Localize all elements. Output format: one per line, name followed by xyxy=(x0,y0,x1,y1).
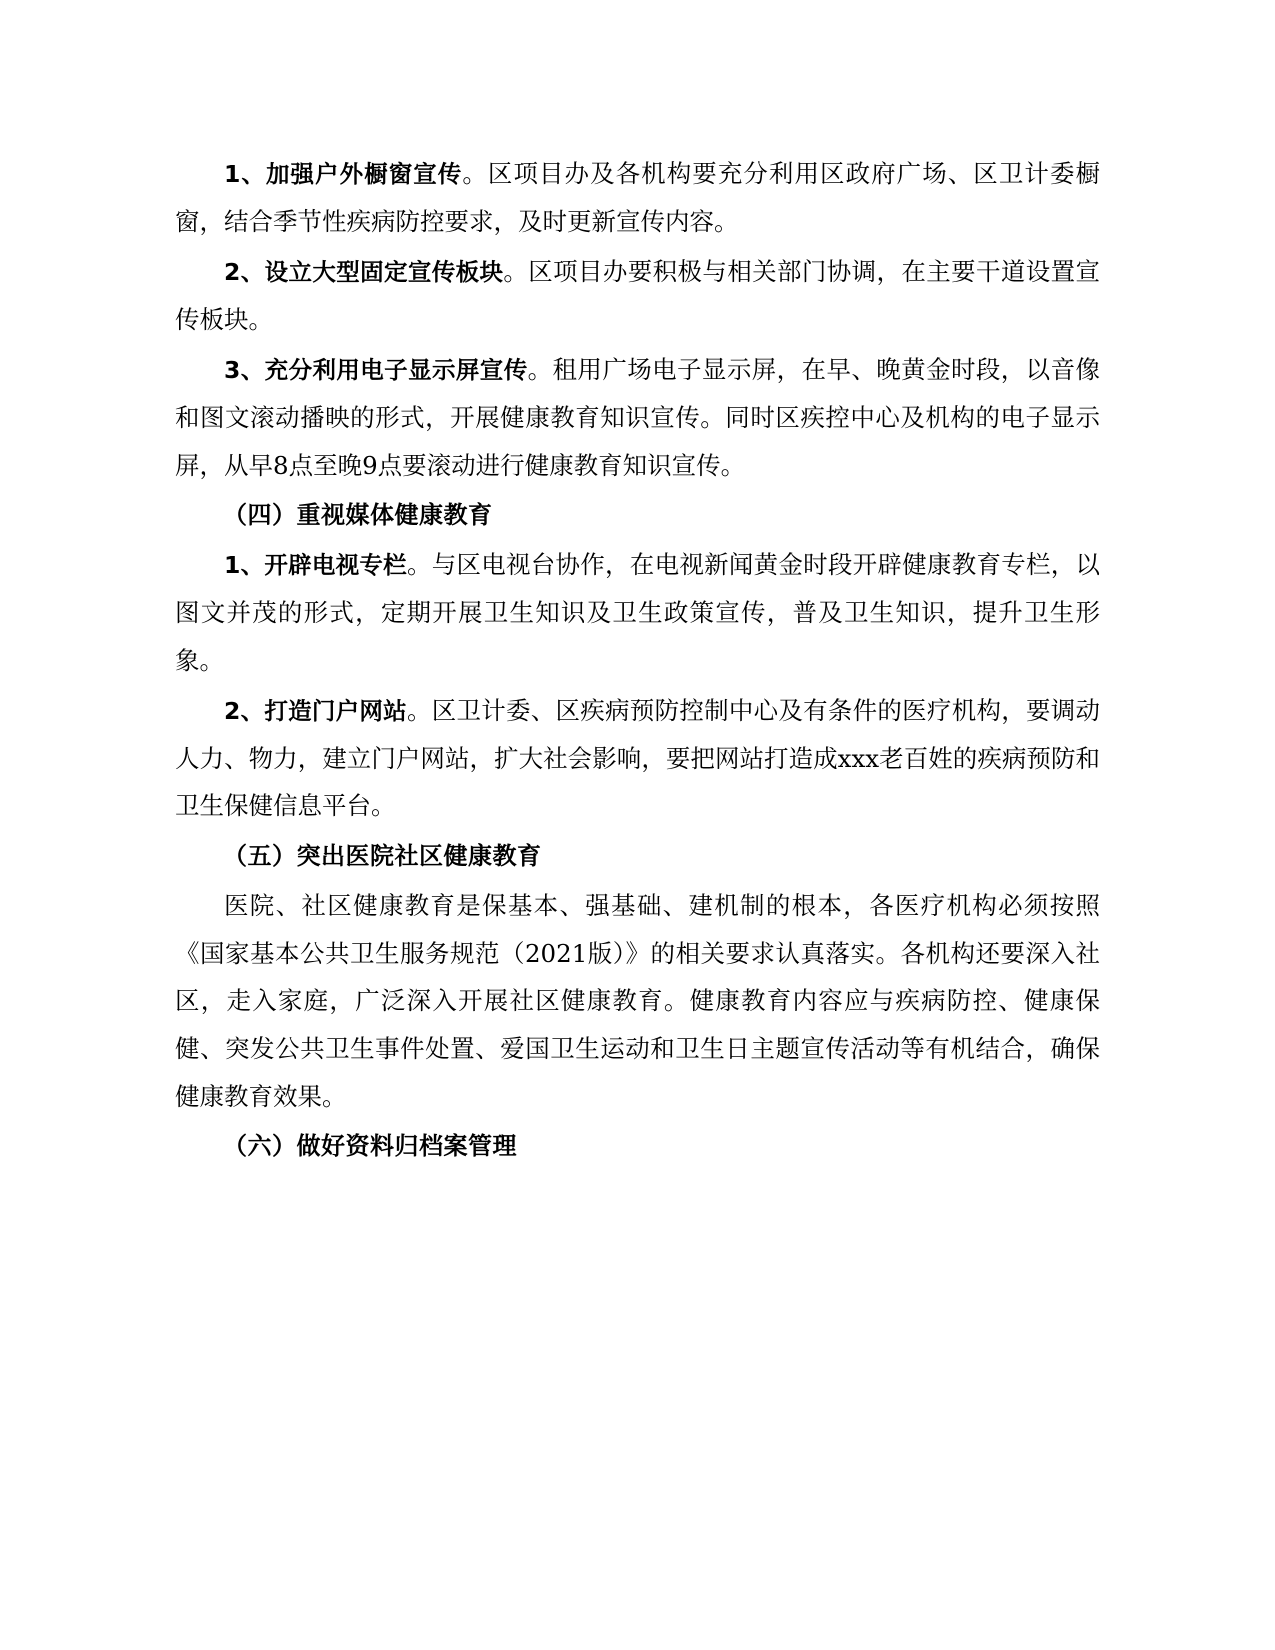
paragraph-large-fixed-board xyxy=(175,248,1100,344)
paragraph-lead-4: 1、开辟电视专栏 xyxy=(224,551,407,579)
paragraph-text-3: 。租用广场电子显示屏，在早、晚黄金时段，以音像和图文滚动播映的形式，开展健康教育知识宣传。同时区疾控中心及机构的电子显示屏，从早8点至晚9点要滚动进行健康教育知识宣传。 xyxy=(175,355,1100,480)
paragraph-portal-website xyxy=(175,687,1100,830)
paragraph-text-5: 。区卫计委、区疾病预防控制中心及有条件的医疗机构，要调动人力、物力，建立门户网站，扩大社会影响，要把网站打造成xxx老百姓的疾病预防和卫生保健信息平台。 xyxy=(175,695,1101,821)
paragraph-lead-3: 3、充分利用电子显示屏宣传 xyxy=(224,356,528,385)
section-heading-four: （四）重视媒体健康教育 xyxy=(223,500,493,529)
paragraph-tv-column xyxy=(175,541,1100,684)
paragraph-lead-1: 1、加强户外橱窗宣传 xyxy=(224,160,463,188)
paragraph-text-1: 。区项目办及各机构要充分利用区政府广场、区卫计委橱窗，结合季节性疾病防控要求，及时更新宣传内容。 xyxy=(175,159,1100,236)
paragraph-electronic-display xyxy=(175,346,1100,489)
paragraph-hospital-community-education: 医院、社区健康教育是保基本、强基础、建机制的根本，各医疗机构必须按照《国家基本公共卫生服务规范（2021版）》的相关要求认真落实。各机构还要深入社区，走入家庭，广泛深入开展社区健康教育。健康教育内容应与疾病防控、健康保健、突发公共卫生事件处置、爱国卫生运动和卫生日主题宣传活动等有机结合，确保健康教育效果。 xyxy=(175,890,1100,1111)
paragraph-lead-5: 2、打造门户网站 xyxy=(224,696,407,725)
paragraph-text-4: 。与区电视台协作，在电视新闻黄金时段开辟健康教育专栏，以图文并茂的形式，定期开展卫生知识及卫生政策宣传，普及卫生知识，提升卫生形象。 xyxy=(175,550,1101,675)
paragraph-lead-2: 2、设立大型固定宣传板块 xyxy=(224,258,504,287)
paragraph-outdoor-window-promotion xyxy=(175,150,1100,246)
section-heading-six: （六）做好资料归档案管理 xyxy=(223,1132,517,1161)
document-body xyxy=(175,150,1100,1170)
paragraph-text-2: 。区项目办要积极与相关部门协调，在主要干道设置宣传板块。 xyxy=(175,257,1100,334)
section-heading-five: （五）突出医院社区健康教育 xyxy=(223,841,542,870)
